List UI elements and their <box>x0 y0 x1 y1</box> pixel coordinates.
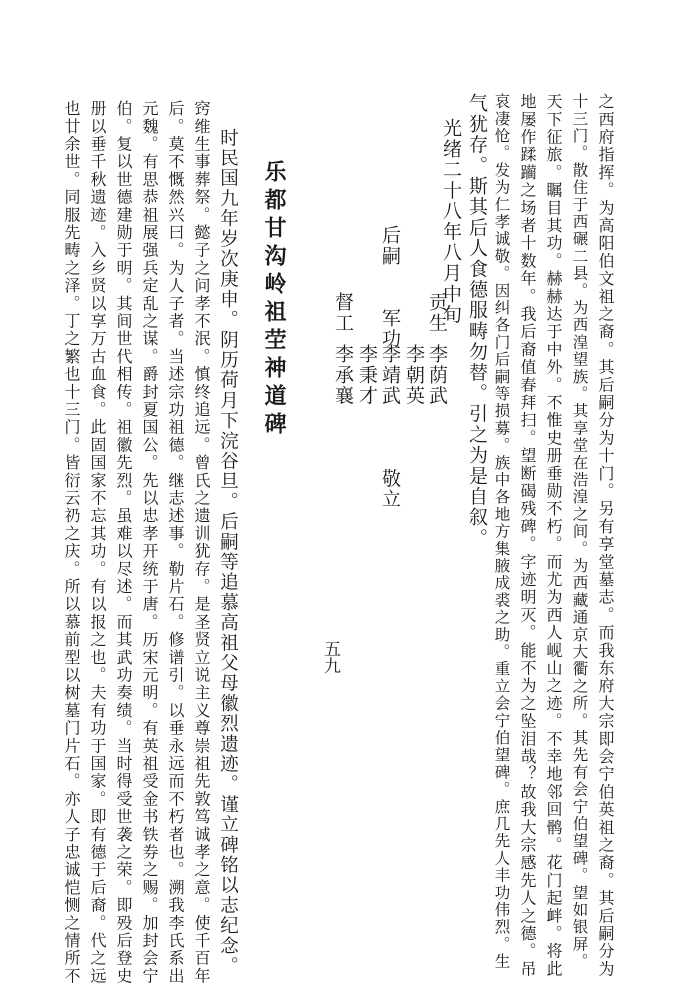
lower-text-line-7: 也廿余世。同服先畴之泽。丁之繁也十三门。皆衍云礽之庆。所以慕前型以树墓门片石。亦人子忠诚恺恻之情所不 <box>62 100 81 985</box>
lower-text-line-4: 元魏。有思恭祖展强兵定乱之谋。爵封夏国公。先以忠孝开统于唐。历宋元明。有英祖受金书铁券之赐。加封会宁 <box>140 100 159 985</box>
upper-text-line-4: 地屡作蹂躏之场者十数年。我后裔值春拜扫。望断碣残碑。字迹明灭。能不为之坠泪哉？故我大宗感先人之德。吊 <box>518 93 537 978</box>
upper-text-line-6: 气犹存。斯其后人食德服畴勿替。引之为是自叙。 <box>466 93 488 549</box>
lower-text-line-3: 后。莫不慨然兴曰。为人子者。当述宗功祖德。继志述事。勒片石。修谱引。以垂永远而不朽者也。溯我李氏系出 <box>166 100 185 985</box>
lower-text-line-6: 册以垂千秋遗迹。入乡贤以享万古血食。此固国家不忘其功。有以报之也。夫有功于国家。即有德于后裔。代之远 <box>88 100 107 985</box>
signature-5-name: 李承襄 <box>332 344 354 407</box>
signature-1-role: 贡生 <box>426 292 448 334</box>
signature-5-role: 督工 <box>332 292 354 334</box>
upper-text-line-5: 哀凄怆。发为仁孝诚敬。因纠各门后嗣等损募。族中各地方集腋成裘之助。重立会宁伯望碑。庶几先人丰功伟烈。生 <box>492 93 511 971</box>
page-title: 乐都甘沟岭祖茔神道碑 <box>261 160 287 440</box>
signature-3-name: 李靖武 敬立 <box>379 344 401 510</box>
lower-text-line-2: 窍维生事葬祭。懿子之问孝不泯。慎终追远。曾氏之遗训犹存。是圣贤立说主义尊崇祖先敦笃诚孝之意。使千百年 <box>192 100 211 985</box>
lower-text-line-1: 时民国九年岁次庚申。阴历荷月下浣谷旦。后嗣等追慕高祖父母徽烈遗迹。谨立碑铭以志纪念。 <box>217 128 239 977</box>
signature-2-name: 李朝英 <box>403 344 425 407</box>
date-line: 光绪二十八年八月中旬 <box>440 118 462 325</box>
signature-1-name: 李荫武 <box>426 344 448 407</box>
upper-text-line-2: 十三门。散住于西碾二县。为西湟望族。其享堂在浩湟之间。为西藏通京大衢之所。其先有会宁伯望碑。望如银屏。 <box>570 93 589 971</box>
upper-text-line-3: 天下征旅。瞩目其功。赫赫达于中外。不惟史册垂勋不朽。而尤为西人岘山之迹。不幸地邻回鹘。花门起衅。将此 <box>544 93 563 978</box>
upper-text-line-1: 之西府指挥。为高阳伯文祖之裔。其后嗣分为十门。另有享堂墓志。而我东府大宗即会宁伯英祖之裔。其后嗣分为 <box>596 93 615 978</box>
lower-text-line-5: 伯。复以世德建勋于明。其间世代相传。祖徽先烈。虽难以尽述。而其武功奏绩。当时得受世袭之荣。即殁后登史 <box>114 100 133 985</box>
signature-3-role: 后嗣 军功 <box>379 225 401 350</box>
page-number: 五九 <box>320 640 340 674</box>
signature-4-name: 李秉才 <box>356 344 378 407</box>
